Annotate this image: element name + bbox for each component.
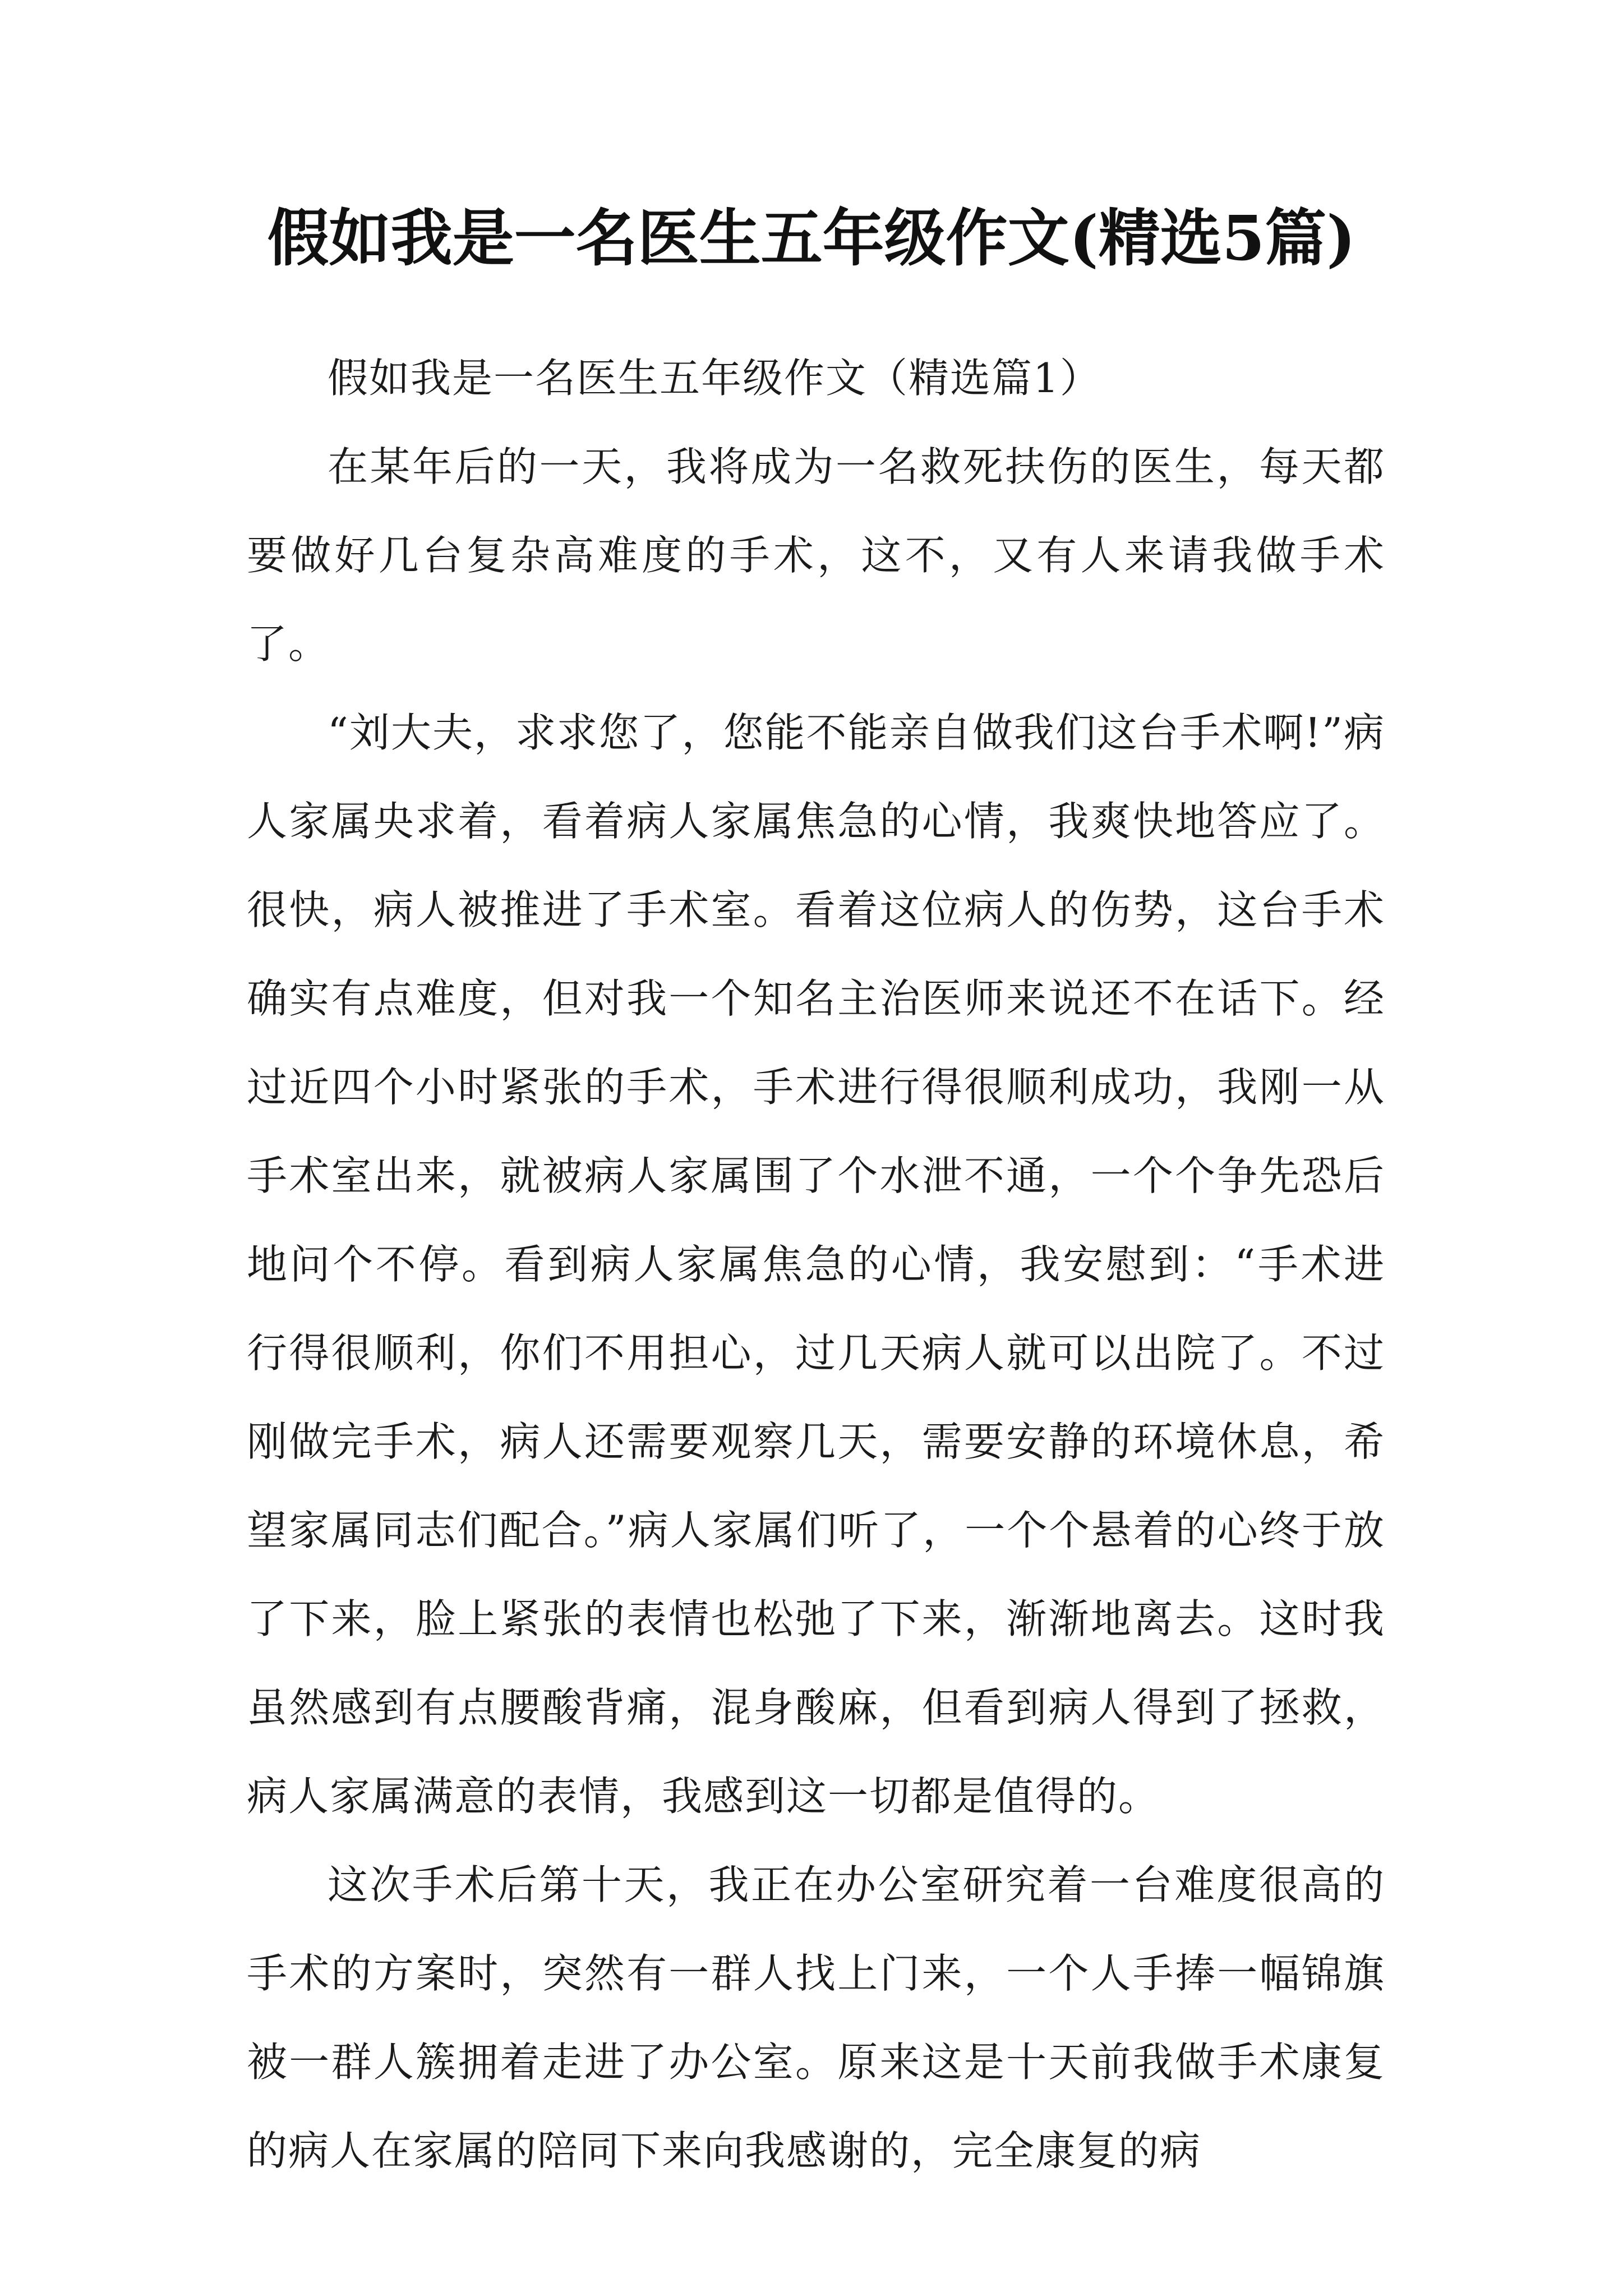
document-title: 假如我是一名医生五年级作文(精选5篇) [267, 202, 1356, 274]
paragraph: 这次手术后第十天，我正在办公室研究着一台难度很高的手术的方案时，突然有一群人找上门来，一个人手捧一幅锦旗被一群人簇拥着走进了办公室。原来这是十天前我做手术康复的病人在家属的陪同下来向我感谢的，完全康复的病 [247, 1861, 1385, 2174]
paragraph: 在某年后的一天，我将成为一名救死扶伤的医生，每天都要做好几台复杂高难度的手术，这不，又有人来请我做手术了。 [247, 443, 1385, 668]
document-body [247, 334, 1385, 2195]
paragraph: “刘大夫，求求您了，您能不能亲自做我们这台手术啊!”病人家属央求着，看着病人家属焦急的心情，我爽快地答应了。很快，病人被推进了手术室。看着这位病人的伤势，这台手术确实有点难度，但对我一个知名主治医师来说还不在话下。经过近四个小时紧张的手术，手术进行得很顺利成功，我刚一从手术室出来，就被病人家属围了个水泄不通，一个个争先恐后地问个不停。看到病人家属焦急的心情，我安慰到：“手术进行得很顺利，你们不用担心，过几天病人就可以出院了。不过刚做完手术，病人还需要观察几天，需要安静的环境休息，希望家属同志们配合。”病人家属们听了，一个个悬着的心终于放了下来，脸上紧张的表情也松弛了下来，渐渐地离去。这时我虽然感到有点腰酸背痛，混身酸麻，但看到病人得到了拯救，病人家属满意的表情，我感到这一切都是值得的。 [247, 709, 1385, 1820]
section-heading: 假如我是一名医生五年级作文（精选篇1） [328, 355, 1101, 402]
